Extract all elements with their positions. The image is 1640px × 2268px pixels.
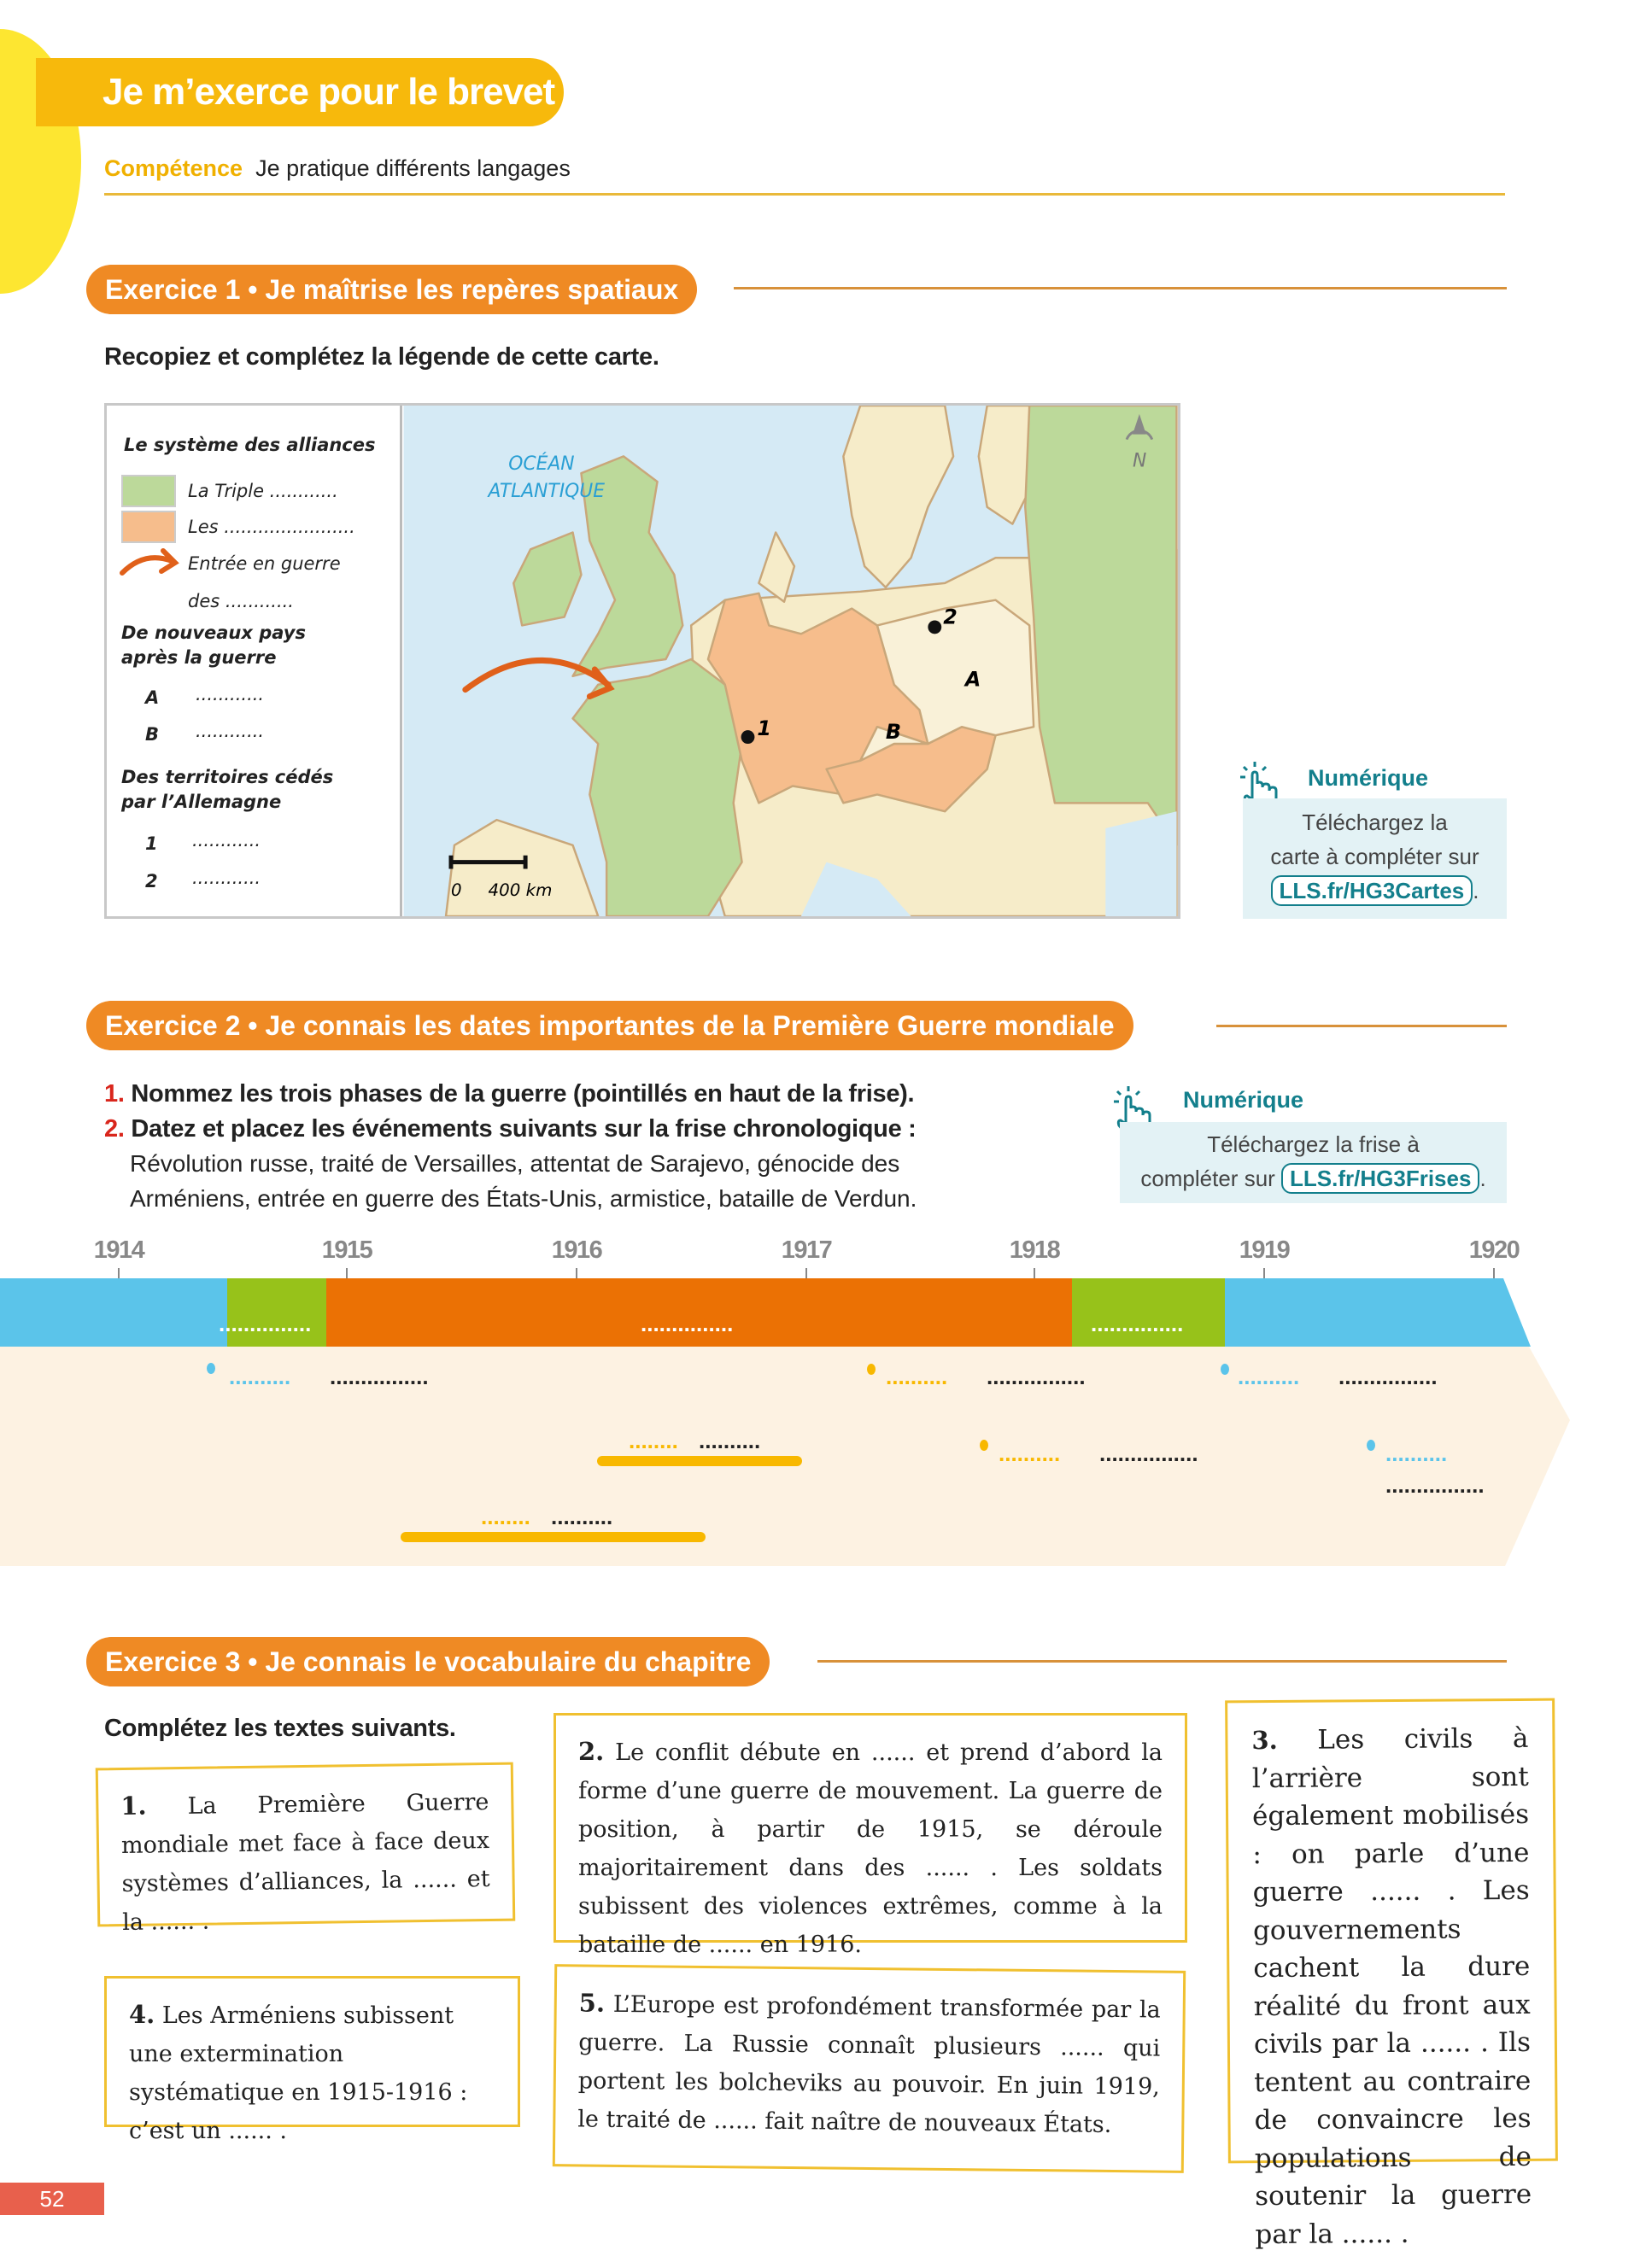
year-tick (346, 1268, 348, 1278)
text-box-1 (96, 1762, 516, 1936)
event-name-blank[interactable]: .......... (699, 1428, 761, 1453)
event-list: Arméniens, entrée en guerre des États-Unis, armistice, bataille de Verdun. (130, 1185, 917, 1212)
event-list: Révolution russe, traité de Versailles, attentat de Sarajevo, génocide des (130, 1150, 900, 1177)
competence-label: Compétence (104, 155, 243, 181)
question-1 (104, 1080, 914, 1108)
event-name-blank[interactable]: ................ (1338, 1364, 1438, 1389)
point-1 (741, 730, 755, 744)
punctuation: . (1473, 878, 1479, 903)
year-tick (1263, 1268, 1265, 1278)
numerique-box (1120, 1122, 1507, 1203)
legend-heading: De nouveaux pays (121, 623, 306, 643)
event-name-blank[interactable]: ................ (1099, 1441, 1198, 1466)
punctuation: . (1479, 1166, 1486, 1191)
legend-label: 2 (145, 871, 158, 891)
map-download-link[interactable]: LLS.fr/HG3Cartes (1271, 875, 1473, 906)
box-text: Le conflit débute en ...... et prend d’abord la forme d’une guerre de mouvement. La guerre de position, à partir de 1915, se déroule majoritairement dans des ...... . Les soldats subissent des violences extrêmes, comme à la bataille de ...... en 1916. (578, 1739, 1163, 1958)
numerique-text: compléter sur (1140, 1166, 1275, 1191)
numerique-title: Numérique (1308, 765, 1429, 791)
divider (734, 287, 1507, 289)
event-date-blank[interactable]: .......... (999, 1441, 1061, 1466)
question-number: 2. (104, 1115, 125, 1143)
map-label: 2 (943, 605, 958, 629)
arrow-icon (119, 546, 182, 580)
event-date-blank[interactable]: ........ (481, 1504, 530, 1529)
year-label: 1916 (551, 1236, 602, 1264)
text-box-4 (104, 1976, 520, 2144)
ocean-label: OCÉAN (508, 453, 575, 476)
box-text: L’Europe est profondément transformée par la guerre. La Russie connaît plusieurs ...... qui portent les bolcheviks au pouvoir. En juin 1919, le traité de ...... fait naître de nouveaux États. (577, 1990, 1161, 2138)
year-label: 1917 (781, 1236, 832, 1264)
exercise-2-title: Exercice 2 • Je connais les dates importantes de la Première Guerre mondiale (86, 1001, 1133, 1050)
legend-blank: ............ (196, 684, 265, 704)
exercise-1-instruction: Recopiez et complétez la légende de cette carte. (104, 343, 659, 371)
event-date-blank[interactable]: .......... (229, 1364, 291, 1389)
divider (1216, 1025, 1507, 1027)
page-number: 52 (0, 2183, 104, 2215)
phase-blank[interactable]: ............... (1091, 1311, 1184, 1336)
north-label: N (1132, 450, 1147, 472)
map-figure (104, 403, 1180, 919)
box-text: La Première Guerre mondiale met face à face deux systèmes d’alliances, la ...... et la ...... . (120, 1788, 490, 1936)
phase-peace-after (1225, 1278, 1531, 1347)
event-name-blank[interactable]: ................ (1385, 1472, 1485, 1498)
exercise-3-title: Exercice 3 • Je connais le vocabulaire du chapitre (86, 1637, 770, 1686)
box-text: Les civils à l’arrière sont également mobilisés : on parle d’une guerre ...... . Les gouvernements cachent la dure réalité du front aux civils par la ...... . Ils tentent au contraire de convaincre les populations de soutenir la guerre par la ...... . (1251, 1722, 1532, 2250)
legend-blank: ............ (192, 868, 261, 888)
phase-blank[interactable]: ............... (219, 1311, 312, 1336)
event-name-blank[interactable]: ................ (987, 1364, 1086, 1389)
legend-swatch-green (121, 475, 176, 507)
event-marker (1221, 1364, 1229, 1375)
map-label: B (885, 720, 901, 745)
legend-blank: ............ (192, 830, 261, 850)
numerique-title: Numérique (1183, 1087, 1304, 1113)
year-label: 1920 (1468, 1236, 1520, 1264)
legend-label: 1 (145, 833, 158, 854)
phase-peace-before (0, 1278, 227, 1347)
box-number: 4. (129, 2000, 155, 2029)
event-date-blank[interactable]: ........ (629, 1428, 678, 1453)
year-label: 1918 (1009, 1236, 1060, 1264)
divider (817, 1660, 1507, 1663)
event-marker (980, 1440, 988, 1451)
exercise-1-title: Exercice 1 • Je maîtrise les repères spatiaux (86, 265, 697, 314)
legend-blank: ............ (196, 721, 265, 741)
numerique-box (1243, 798, 1507, 919)
map-label: 1 (757, 716, 771, 741)
phase-blank[interactable]: ............... (641, 1311, 734, 1336)
event-marker (1367, 1440, 1375, 1451)
event-date-blank[interactable]: .......... (1238, 1364, 1300, 1389)
question-text: Nommez les trois phases de la guerre (pointillés en haut de la frise). (131, 1080, 915, 1108)
page-title: Je m’exerce pour le brevet (36, 58, 564, 126)
legend-item: La Triple ............ (188, 481, 338, 501)
question-number: 1. (104, 1080, 125, 1108)
legend-heading: Des territoires cédés (121, 767, 334, 787)
divider (104, 193, 1505, 196)
competence-text: Je pratique différents langages (255, 155, 571, 181)
numerique-text: carte à compléter sur (1270, 844, 1479, 869)
scale-label: 400 km (488, 880, 553, 901)
year-tick (1493, 1268, 1495, 1278)
year-tick (576, 1268, 577, 1278)
map-legend (107, 406, 402, 916)
legend-swatch-orange (121, 511, 176, 543)
numerique-text: Téléchargez la frise à (1207, 1131, 1420, 1157)
numerique-text: Téléchargez la (1302, 810, 1448, 835)
year-label: 1914 (93, 1236, 144, 1264)
event-marker (867, 1364, 876, 1375)
text-box-2 (554, 1713, 1187, 1958)
box-number: 5. (578, 1988, 606, 2018)
legend-heading: après la guerre (121, 647, 277, 668)
black-sea (1105, 811, 1176, 916)
question-2 (104, 1115, 917, 1143)
event-marker (207, 1363, 215, 1374)
box-number: 3. (1251, 1725, 1278, 1756)
legend-item: Entrée en guerre (188, 553, 341, 574)
scale-label: 0 (450, 880, 462, 901)
map-label: A (964, 667, 981, 692)
text-box-5 (553, 1964, 1186, 2173)
legend-heading: par l’Allemagne (121, 792, 282, 812)
event-date-blank[interactable]: .......... (886, 1364, 948, 1389)
ocean-label: ATLANTIQUE (488, 480, 605, 502)
legend-item: des ............ (188, 591, 294, 611)
legend-item: Les ....................... (188, 517, 355, 537)
frise-download-link[interactable]: LLS.fr/HG3Frises (1281, 1163, 1479, 1194)
box-number: 2. (578, 1737, 605, 1766)
legend-label: A (145, 687, 160, 708)
question-text: Datez et placez les événements suivants sur la frise chronologique : (131, 1115, 917, 1143)
legend-label: B (145, 724, 160, 745)
event-date-blank[interactable]: .......... (1385, 1441, 1448, 1466)
event-name-blank[interactable]: .......... (551, 1504, 613, 1529)
text-box-3 (1225, 1698, 1558, 2250)
year-label: 1919 (1239, 1236, 1290, 1264)
box-text: Les Arméniens subissent une extermination systématique en 1915-1916 : c’est un ...... . (129, 2002, 468, 2144)
duration-bar (401, 1532, 706, 1542)
exercise-3-instruction: Complétez les textes suivants. (104, 1715, 456, 1742)
box-number: 1. (120, 1791, 147, 1821)
year-tick (1034, 1268, 1035, 1278)
year-tick (118, 1268, 120, 1278)
year-tick (805, 1268, 807, 1278)
legend-heading: Le système des alliances (124, 435, 376, 455)
duration-bar (597, 1456, 802, 1466)
point-2 (928, 620, 941, 634)
year-label: 1915 (321, 1236, 372, 1264)
competence (104, 155, 571, 182)
europe-map (402, 406, 1178, 916)
event-name-blank[interactable]: ................ (330, 1364, 429, 1389)
